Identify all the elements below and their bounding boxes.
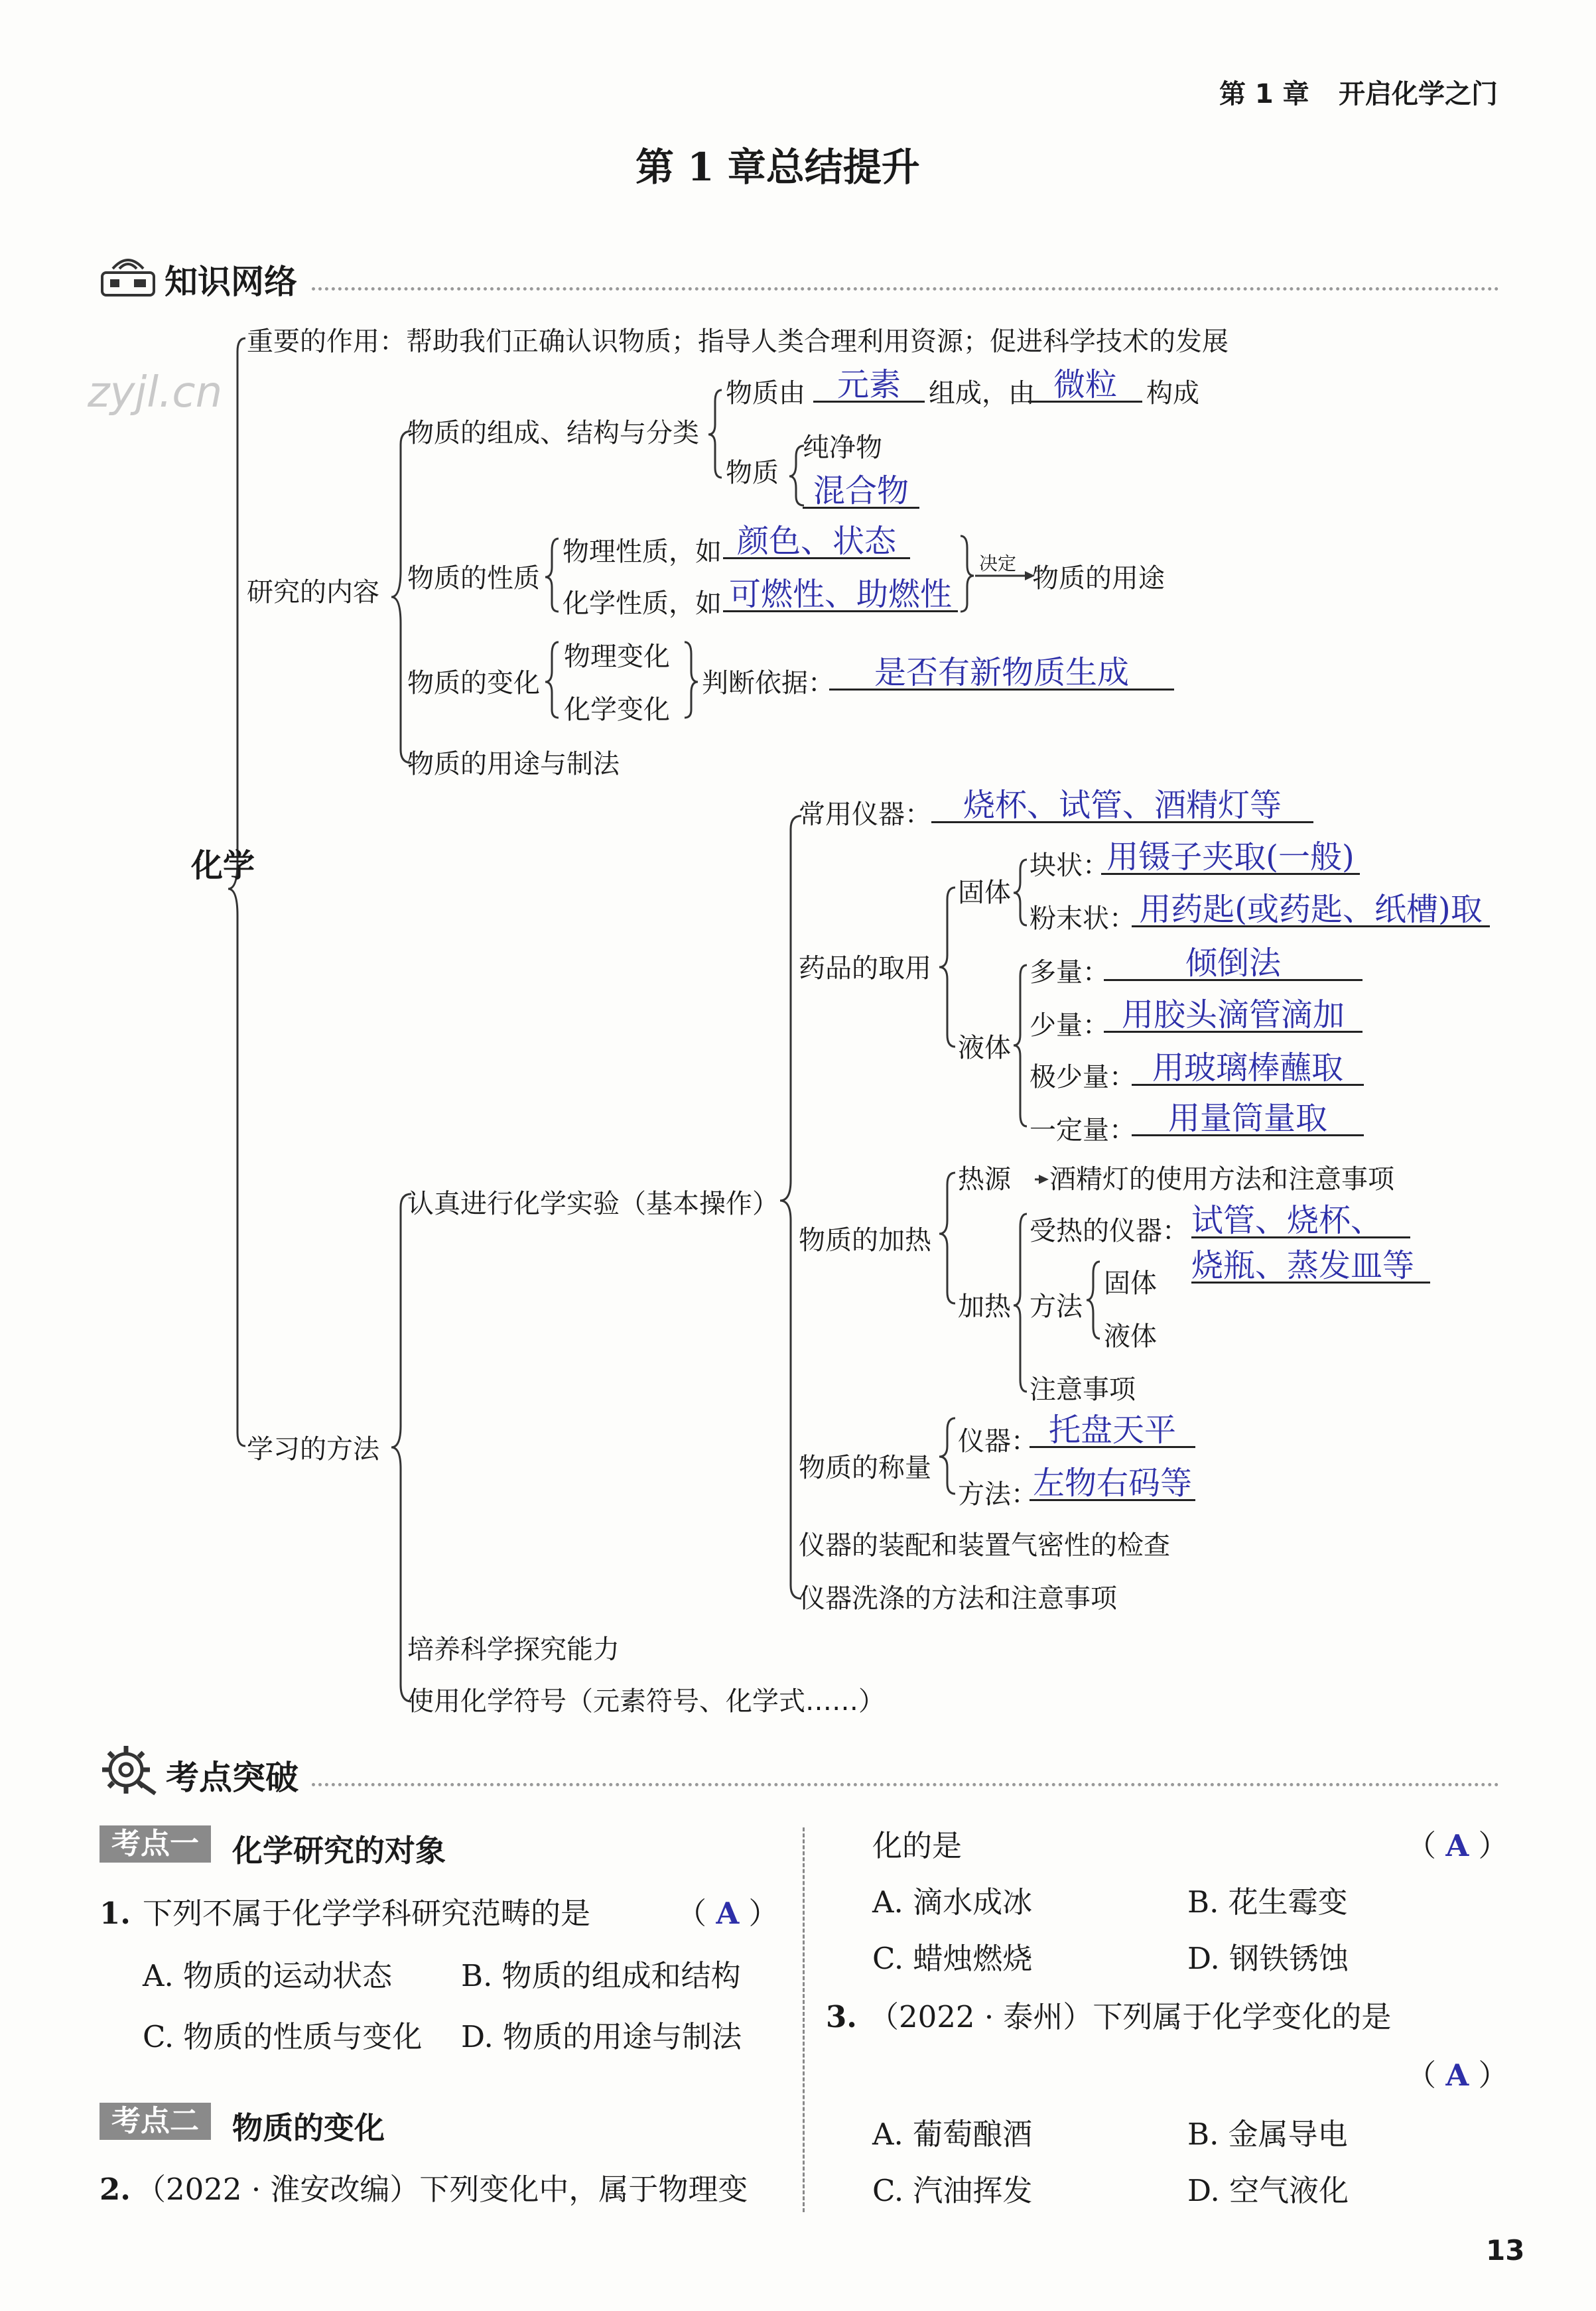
node-way-liquid: 液体 (1104, 1321, 1157, 1352)
q3-answer-bracket: （ A ） (1406, 2058, 1508, 2093)
node-method: 学习的方法 (247, 1434, 379, 1465)
kd2-tag: 考点二 (100, 2103, 211, 2140)
node-source: 热源 (958, 1164, 1011, 1195)
node-property: 物质的性质 (407, 563, 540, 594)
q3-number: 3. (826, 1999, 857, 2034)
node-block: 块状： (1030, 850, 1109, 881)
node-weigh-instr: 仪器： (958, 1426, 1037, 1457)
answer-fixed: 用量筒量取 (1132, 1102, 1364, 1136)
q3-stem: （2022 · 泰州）下列属于化学变化的是 (869, 1999, 1392, 2034)
node-phys-change: 物理变化 (564, 641, 670, 672)
q2-option-c: C. 蜡烛燃烧 (872, 1941, 1033, 1976)
node-weigh-way: 方法： (958, 1479, 1037, 1510)
node-role: 重要的作用：帮助我们正确认识物质；指导人类合理利用资源；促进科学技术的发展 (247, 326, 1229, 357)
node-liquid: 液体 (958, 1033, 1011, 1063)
watermark: zyjl.cn (88, 368, 223, 417)
q2-answer-bracket: （ A ） (1406, 1828, 1508, 1863)
q1-option-d: D. 物质的用途与制法 (461, 2019, 742, 2054)
chapter-number: 第 1 章 (1219, 79, 1309, 109)
q2-option-b: B. 花生霉变 (1187, 1884, 1348, 1920)
node-comp-a2: 组成，由 (929, 378, 1035, 409)
answer-particle: 微粒 (1028, 369, 1142, 403)
node-judge: 判断依据： (702, 668, 834, 698)
node-comp-a3: 构成 (1146, 378, 1199, 409)
q3-option-a: A. 葡萄酿酒 (872, 2117, 1033, 2152)
answer-instruments: 烧杯、试管、酒精灯等 (931, 789, 1313, 823)
node-heating: 加热 (958, 1291, 1011, 1322)
q1-option-b: B. 物质的组成和结构 (461, 1958, 741, 1993)
q3-option-b: B. 金属导电 (1187, 2117, 1348, 2152)
node-chem-prop: 化学性质，如 (563, 588, 722, 619)
node-assembly: 仪器的装配和装置气密性的检查 (799, 1530, 1170, 1561)
node-heated: 受热的仪器： (1030, 1216, 1189, 1246)
answer-powder: 用药匙(或药匙、纸槽)取 (1132, 893, 1490, 927)
kd1-tag: 考点一 (100, 1825, 211, 1863)
answer-weigh-way: 左物右码等 (1030, 1467, 1195, 1501)
node-substance: 物质 (726, 458, 779, 488)
q2-option-a: A. 滴水成冰 (872, 1884, 1033, 1920)
answer-block: 用镊子夹取(一般) (1101, 841, 1360, 875)
kd2-title: 物质的变化 (232, 2110, 385, 2146)
node-phys-prop: 物理性质，如 (563, 537, 722, 567)
node-wash: 仪器洗涤的方法和注意事项 (799, 1583, 1117, 1614)
q1-answer-bracket: （ A ） (677, 1896, 779, 1931)
q1-stem: 下列不属于化学学科研究范畴的是 (143, 1896, 591, 1931)
node-pure: 纯净物 (803, 432, 882, 463)
node-drug: 药品的取用 (799, 953, 931, 984)
node-comp-a1: 物质由 (726, 378, 805, 409)
chapter-title: 开启化学之门 (1339, 79, 1498, 109)
node-lamp: 酒精灯的使用方法和注意事项 (1049, 1164, 1394, 1195)
q2-stem-cont: 化的是 (872, 1828, 963, 1863)
node-composition: 物质的组成、结构与分类 (407, 418, 699, 448)
node-symbol: 使用化学符号（元素符号、化学式……） (407, 1686, 885, 1717)
kd1-title: 化学研究的对象 (232, 1833, 446, 1869)
answer-weigh-instr: 托盘天平 (1030, 1414, 1195, 1448)
tree-root: 化学 (191, 847, 255, 884)
node-inquiry: 培养科学探究能力 (407, 1634, 620, 1665)
q1-number: 1. (100, 1896, 131, 1931)
node-little: 少量： (1030, 1010, 1109, 1041)
node-heat: 物质的加热 (799, 1225, 931, 1256)
node-use: 物质的用途 (1032, 563, 1165, 594)
answer-mixture: 混合物 (803, 475, 919, 509)
section-divider-2 (312, 1783, 1499, 1786)
section-knowledge-network: 知识网络 (165, 263, 297, 301)
node-chem-change: 化学变化 (564, 694, 670, 725)
q2-option-d: D. 钢铁锈蚀 (1187, 1941, 1349, 1976)
node-instruments: 常用仪器： (799, 799, 931, 830)
answer-phys-prop: 颜色、状态 (723, 525, 910, 559)
node-tiny: 极少量： (1030, 1062, 1136, 1092)
node-use-make: 物质的用途与制法 (407, 749, 620, 779)
q2-number: 2. (100, 2172, 131, 2207)
node-way-solid: 固体 (1104, 1268, 1157, 1299)
node-solid: 固体 (958, 878, 1011, 908)
node-change: 物质的变化 (407, 668, 540, 698)
q1-answer: A (716, 1896, 740, 1931)
node-powder: 粉末状： (1030, 903, 1136, 934)
q3-option-c: C. 汽油挥发 (872, 2173, 1033, 2208)
page-title: 第 1 章总结提升 (635, 145, 920, 190)
answer-little: 用胶头滴管滴加 (1104, 999, 1363, 1033)
q1-option-c: C. 物质的性质与变化 (143, 2019, 423, 2054)
answer-much: 倾倒法 (1104, 947, 1363, 981)
answer-judge: 是否有新物质生成 (829, 657, 1174, 691)
node-fixed: 一定量： (1030, 1115, 1136, 1146)
node-weigh: 物质的称量 (799, 1453, 931, 1483)
node-experiment: 认真进行化学实验（基本操作） (407, 1189, 779, 1219)
node-notice: 注意事项 (1030, 1374, 1136, 1405)
answer-element: 元素 (813, 369, 925, 403)
column-divider (803, 1827, 805, 2212)
answer-heated-1: 试管、烧杯、 (1191, 1205, 1410, 1238)
node-way: 方法 (1030, 1291, 1083, 1322)
q3-option-d: D. 空气液化 (1187, 2173, 1349, 2208)
node-decide: 决定 (979, 553, 1017, 574)
gear-icon (100, 1743, 159, 1796)
q3-answer: A (1445, 2058, 1469, 2093)
answer-tiny: 用玻璃棒蘸取 (1132, 1052, 1364, 1086)
answer-chem-prop: 可燃性、助燃性 (723, 578, 958, 612)
answer-heated-2: 烧瓶、蒸发皿等 (1191, 1250, 1430, 1284)
q2-answer: A (1445, 1828, 1469, 1863)
q1-option-a: A. 物质的运动状态 (143, 1958, 393, 1993)
q2-stem: （2022 · 淮安改编）下列变化中，属于物理变 (136, 2172, 748, 2207)
node-research: 研究的内容 (247, 577, 379, 608)
page-number: 13 (1486, 2234, 1525, 2267)
node-much: 多量： (1030, 957, 1109, 988)
section-exam-points: 考点突破 (166, 1758, 299, 1797)
